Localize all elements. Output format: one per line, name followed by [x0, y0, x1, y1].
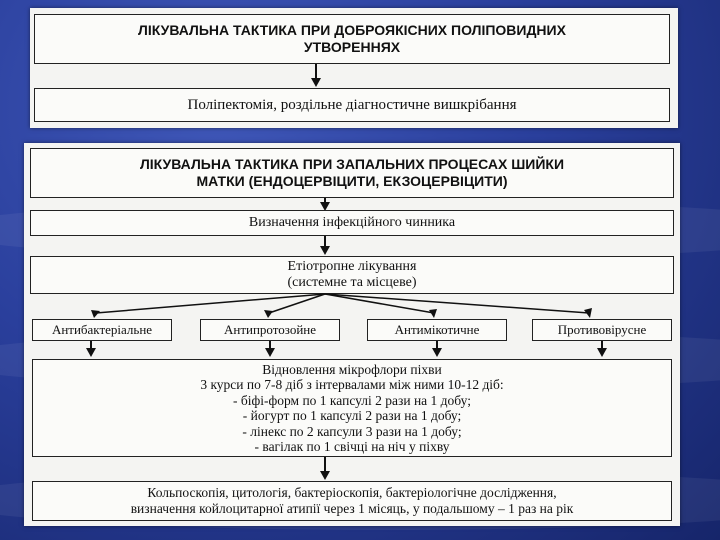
restore-item: - біфі-форм по 1 капсулі 2 рази на 1 добу; [233, 392, 471, 408]
restore-item: - вагілак по 1 свічці на ніч у піхву [254, 439, 450, 454]
branch-connectors [24, 143, 680, 343]
arrow-head [86, 348, 96, 357]
title-box-polyps [34, 14, 670, 64]
arrow-head [320, 471, 330, 480]
step-text: Етіотропне лікування [287, 259, 417, 274]
restore-item: - йогурт по 1 капсулі 2 рази на 1 добу; [242, 408, 462, 423]
followup-line: визначення койлоцитарної атипії через 1 місяць, у подальшому – 1 раз на рік [130, 501, 574, 516]
title-line: ЛІКУВАЛЬНА ТАКТИКА ПРИ ЗАПАЛЬНИХ ПРОЦЕСАХ ШИЙКИ [139, 156, 565, 172]
branch-label: Антимікотичне [394, 322, 480, 337]
arrow-head [265, 348, 275, 357]
branch-label: Антипротозойне [223, 322, 317, 337]
title-line: МАТКИ (ЕНДОЦЕРВІЦИТИ, ЕКЗОЦЕРВІЦИТИ) [196, 173, 508, 189]
arrow-head [311, 78, 321, 87]
scan-panel-polyps [30, 8, 678, 128]
step-box-followup [32, 481, 672, 521]
step-box-polypectomy [34, 88, 670, 122]
branch-antiprotozoal [200, 319, 340, 341]
branch-antibacterial [32, 319, 172, 341]
branch-antiviral [532, 319, 672, 341]
restore-item: - лінекс по 2 капсули 3 рази на 1 добу; [242, 423, 462, 439]
step-text: (системне та місцеве) [287, 275, 417, 290]
step-box-flora-restoration [32, 359, 672, 457]
title-line: УТВОРЕННЯХ [303, 39, 401, 55]
step-text: Визначення інфекційного чинника [248, 215, 456, 230]
followup-line: Кольпоскопія, цитологія, бактеріоскопія, бактеріологічне дослідження, [147, 485, 557, 500]
restore-line: 3 курси по 7-8 діб з інтервалами між ними 10-12 діб: [200, 377, 504, 392]
arrow-head [432, 348, 442, 357]
branch-label: Противовірусне [557, 322, 647, 337]
restore-title: Відновлення мікрофлори піхви [262, 361, 442, 377]
arrow-head [597, 348, 607, 357]
scan-panel-inflammation [24, 143, 680, 526]
branch-antimycotic [367, 319, 507, 341]
branch-label: Антибактеріальне [51, 322, 153, 337]
title-line: ЛІКУВАЛЬНА ТАКТИКА ПРИ ДОБРОЯКІСНИХ ПОЛІПОВИДНИХ [138, 22, 566, 38]
step-text: Поліпектомія, роздільне діагностичне вишкрібання [187, 96, 517, 113]
